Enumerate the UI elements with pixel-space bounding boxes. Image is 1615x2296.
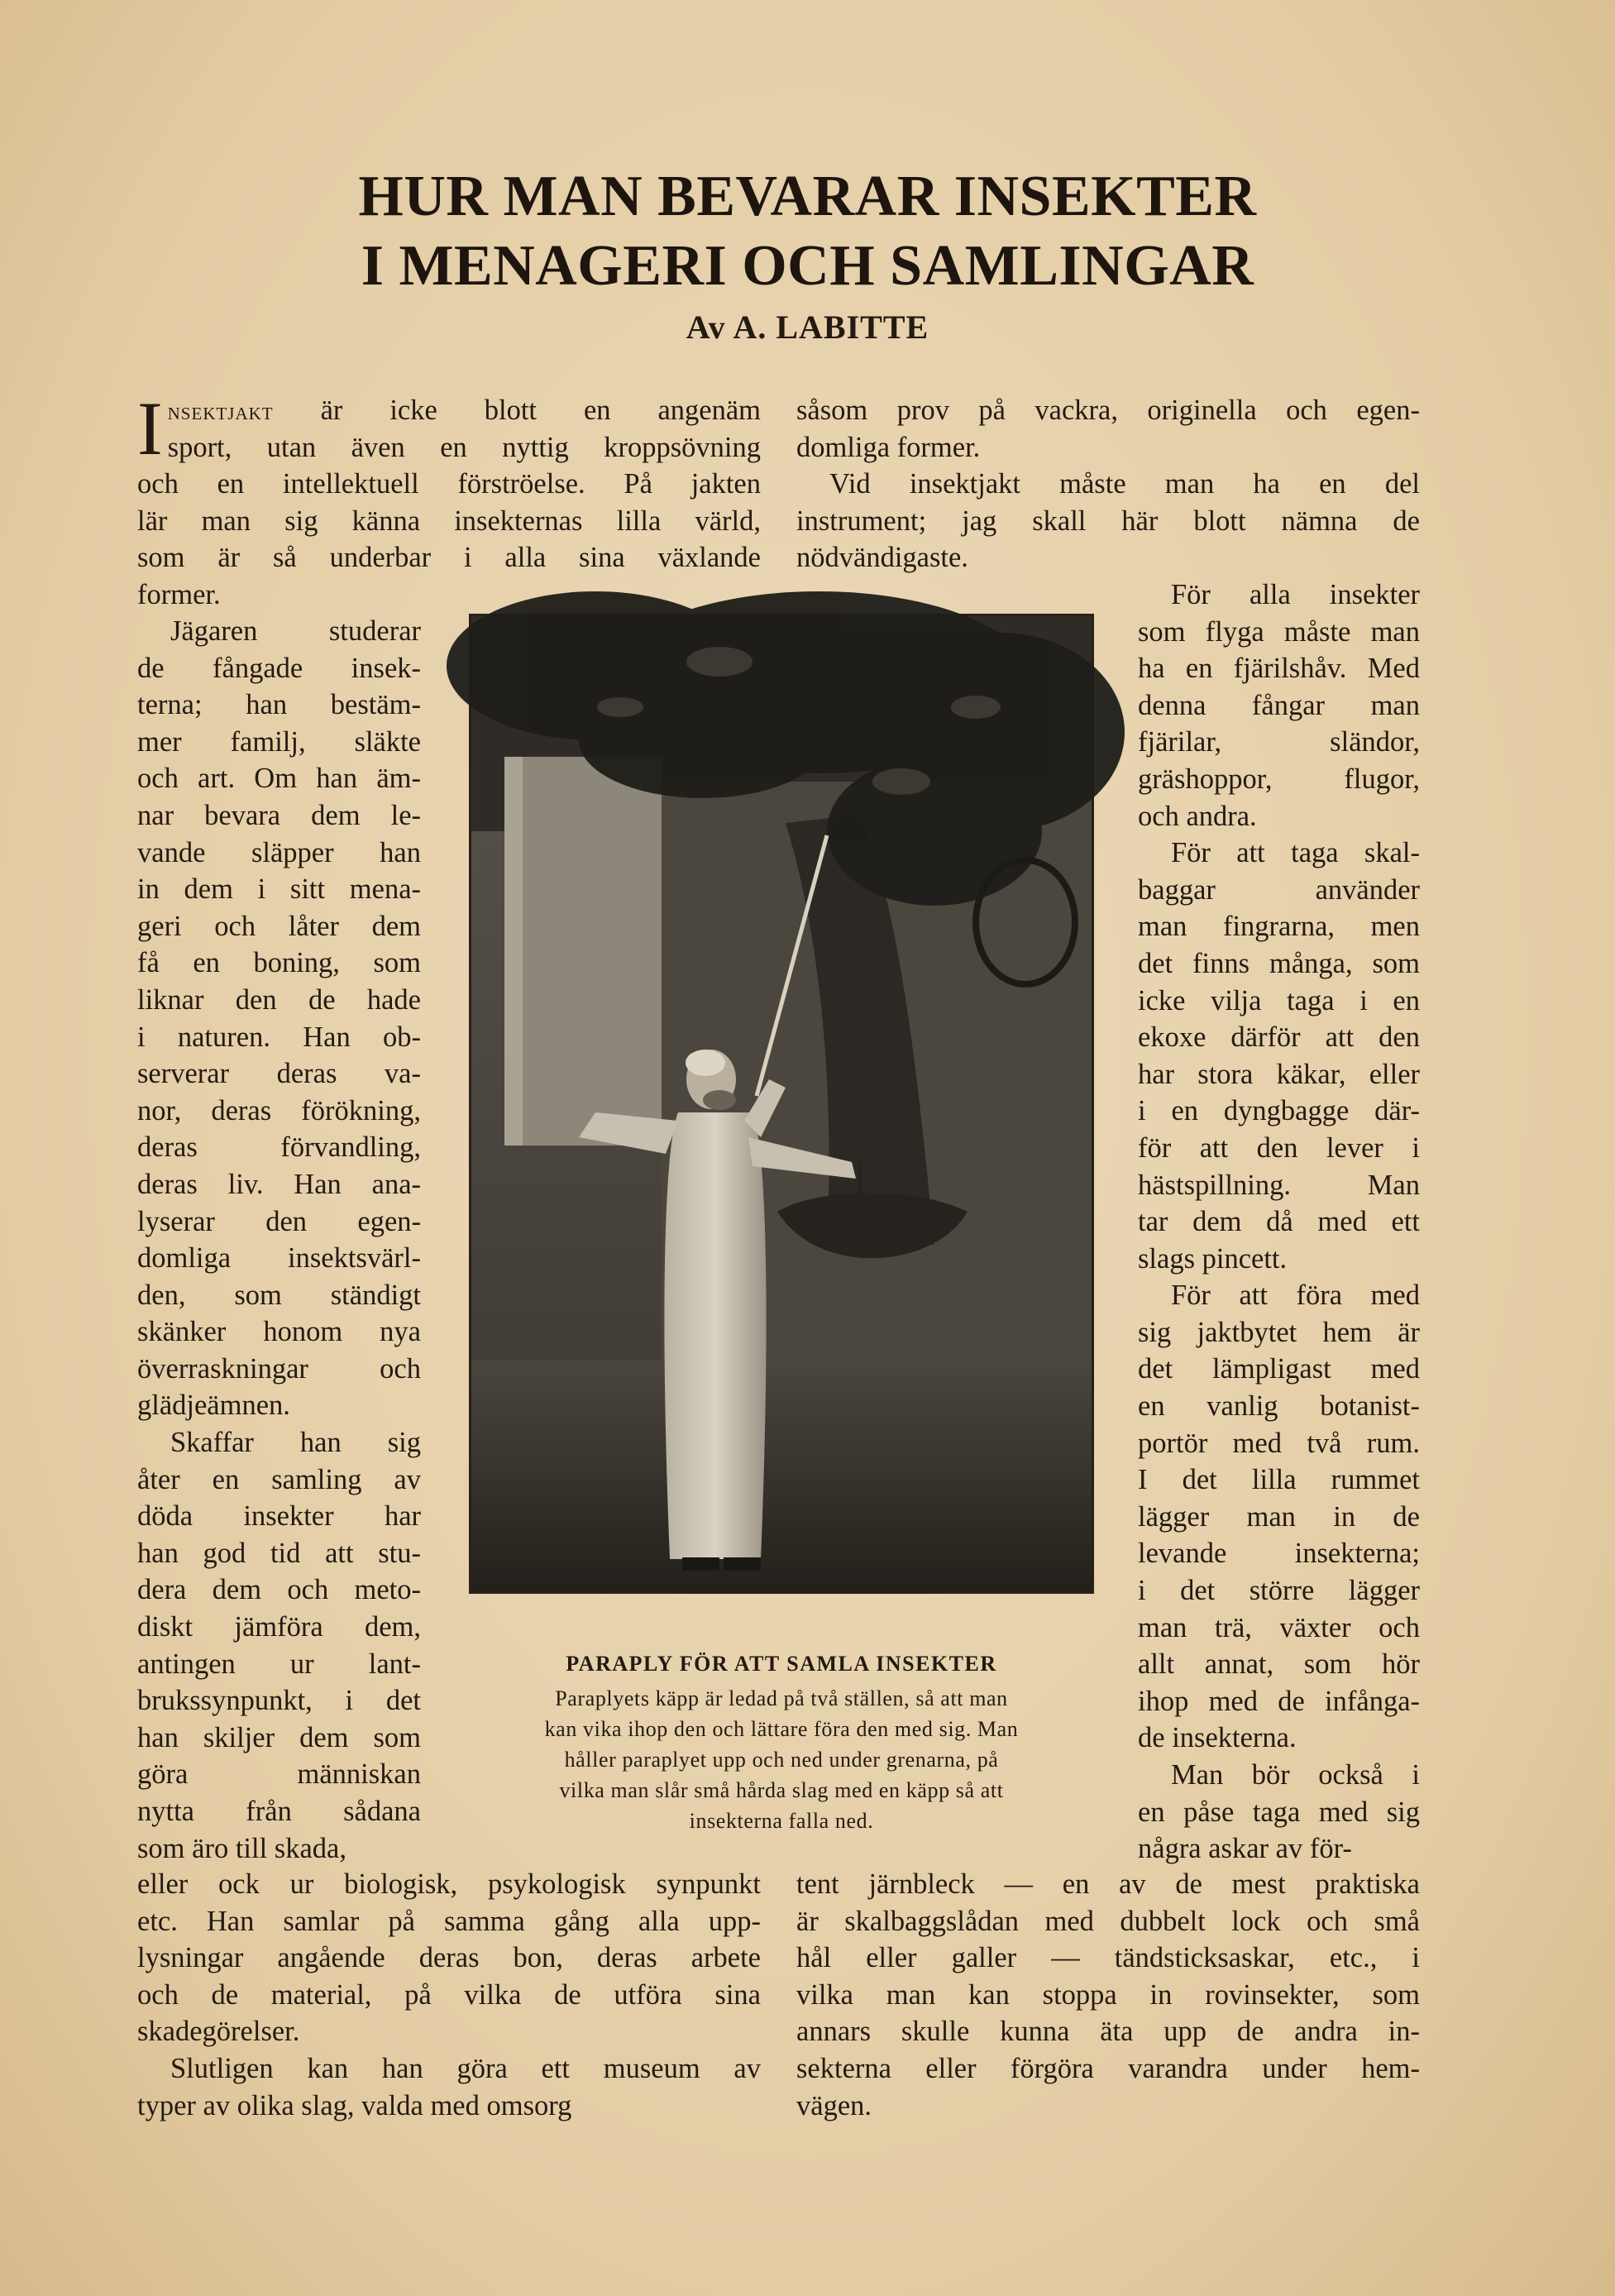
text-line: hål eller galler — tändsticksaskar, etc., i bbox=[796, 1942, 1420, 1974]
text-line: deras liv. Han ana- bbox=[137, 1168, 421, 1200]
column2-intro bbox=[796, 392, 1420, 576]
text-line: han god tid att stu- bbox=[137, 1537, 421, 1569]
title-line-2: I MENAGERI OCH SAMLINGAR bbox=[361, 234, 1254, 298]
text-line: nar bevara dem le- bbox=[137, 799, 421, 831]
text-line: och en intellektuell förströelse. På jakten bbox=[137, 468, 761, 500]
text-line: döda insekter har bbox=[137, 1500, 421, 1533]
text-line: allt annat, som hör bbox=[1138, 1648, 1420, 1681]
text-line: få en boning, som bbox=[137, 947, 421, 979]
text-line: som äro till skada, bbox=[137, 1832, 346, 1864]
text-line: i det större lägger bbox=[1138, 1575, 1420, 1607]
text-line: lysningar angående deras bon, deras arbete bbox=[137, 1942, 761, 1974]
text-line: den, som ständigt bbox=[137, 1279, 421, 1311]
text-line: vägen. bbox=[796, 2089, 872, 2121]
text-line: serverar deras va- bbox=[137, 1058, 421, 1090]
text-line: nytta från sådana bbox=[137, 1796, 421, 1827]
text-line: fjärilar, sländor, bbox=[1138, 726, 1420, 758]
text-line: de fångade insek- bbox=[137, 652, 421, 684]
text-line: tar dem då med ett bbox=[1138, 1206, 1420, 1238]
photo-illustration bbox=[471, 616, 1092, 1591]
text-line: portör med två rum. bbox=[1138, 1427, 1420, 1459]
text-line: instrument; jag skall här blott nämna de bbox=[796, 505, 1420, 537]
text-line: ha en fjärilshåv. Med bbox=[1138, 653, 1420, 685]
text-line: typer av olika slag, valda med omsorg bbox=[137, 2089, 572, 2121]
text-line: såsom prov på vackra, originella och egen- bbox=[796, 395, 1420, 426]
text-line: domliga former. bbox=[796, 431, 981, 463]
text-line: vande släpper han bbox=[137, 836, 421, 868]
text-line: lär man sig känna insekternas lilla värld, bbox=[137, 505, 761, 537]
article-title bbox=[0, 162, 1615, 301]
text-line: baggar använder bbox=[1138, 873, 1420, 906]
text-line: skänker honom nya bbox=[137, 1316, 421, 1348]
text-line: ekoxe därför att den bbox=[1138, 1021, 1420, 1054]
text-line: Slutligen kan han göra ett museum av bbox=[170, 2052, 761, 2084]
text-line: har stora käkar, eller bbox=[1138, 1058, 1420, 1090]
text-line: som flyga måste man bbox=[1138, 615, 1420, 648]
text-line: några askar av för- bbox=[1138, 1833, 1352, 1865]
text-line: Man bör också i bbox=[1171, 1759, 1420, 1791]
text-line: man trä, växter och bbox=[1138, 1611, 1420, 1643]
text-line: lägger man in de bbox=[1138, 1500, 1420, 1533]
text-line: för att den lever i bbox=[1138, 1131, 1420, 1164]
caption-line: kan vika ihop den och lättare föra den med sig. Man bbox=[544, 1717, 1019, 1741]
drop-cap: I bbox=[137, 386, 163, 471]
caption-body bbox=[463, 1683, 1100, 1836]
column1-narrow bbox=[137, 613, 421, 1867]
text-line: en påse taga med sig bbox=[1138, 1796, 1420, 1828]
text-line: ihop med de infånga- bbox=[1138, 1685, 1420, 1717]
caption-line: insekterna falla ned. bbox=[689, 1809, 874, 1833]
column2-bottom bbox=[796, 1866, 1420, 2124]
text-line: För alla insekter bbox=[1171, 579, 1420, 610]
text-line: Skaffar han sig bbox=[170, 1427, 421, 1459]
text-line: dera dem och meto- bbox=[137, 1574, 421, 1606]
text-line: sekterna eller förgöra varandra under hem- bbox=[796, 2052, 1420, 2084]
text-line: och de material, på vilka de utföra sina bbox=[137, 1978, 761, 2011]
text-line: en vanlig botanist- bbox=[1138, 1390, 1420, 1423]
byline: Av A. LABITTE bbox=[686, 309, 929, 346]
text-line: icke vilja taga i en bbox=[1138, 984, 1420, 1016]
text-line: är skalbaggslådan med dubbelt lock och små bbox=[796, 1905, 1420, 1937]
caption-line: håller paraplyet upp och ned under grenarna, på bbox=[564, 1748, 999, 1772]
column1-bottom bbox=[137, 1866, 761, 2124]
text-line: deras förvandling, bbox=[137, 1131, 421, 1164]
text-line: vilka man kan stoppa in rovinsekter, som bbox=[796, 1978, 1420, 2011]
text-line: antingen ur lant- bbox=[137, 1648, 421, 1680]
text-line: eller ock ur biologisk, psykologisk synpunkt bbox=[137, 1868, 761, 1900]
text-line: det finns många, som bbox=[1138, 947, 1420, 979]
first-word-smallcaps: nsektjakt bbox=[167, 398, 274, 425]
text-line: skadegörelser. bbox=[137, 2016, 300, 2048]
text-line: former. bbox=[137, 578, 221, 610]
text-line: och andra. bbox=[1138, 800, 1257, 832]
text-line: I det lilla rummet bbox=[1138, 1464, 1420, 1496]
text-line: sig jaktbytet hem är bbox=[1138, 1316, 1420, 1348]
text-line: tent järnbleck — en av de mest praktiska bbox=[796, 1868, 1420, 1900]
column2-narrow bbox=[1138, 576, 1420, 1868]
text-line: mer familj, släkte bbox=[137, 725, 421, 758]
caption-line: Paraplyets käpp är ledad på två ställen, så att man bbox=[555, 1686, 1008, 1710]
text-line: överraskningar och bbox=[137, 1352, 421, 1385]
photograph bbox=[469, 614, 1094, 1594]
text-line: i en dyngbagge där- bbox=[1138, 1095, 1420, 1127]
caption-line: vilka man slår små hårda slag med en käpp så att bbox=[559, 1778, 1004, 1802]
text-line: nor, deras förökning, bbox=[137, 1094, 421, 1126]
text-line: det lämpligast med bbox=[1138, 1353, 1420, 1385]
text-line: de insekterna. bbox=[1138, 1722, 1297, 1754]
text-line: denna fångar man bbox=[1138, 689, 1420, 721]
first-line-rest: är icke blott en angenäm bbox=[320, 395, 761, 426]
column1-intro bbox=[137, 386, 761, 614]
text-line: slags pincett. bbox=[1138, 1242, 1288, 1275]
text-line: man fingrarna, men bbox=[1138, 911, 1420, 943]
text-line: diskt jämföra dem, bbox=[137, 1611, 421, 1643]
title-line-1: HUR MAN BEVARAR INSEKTER bbox=[358, 165, 1257, 228]
text-line: etc. Han samlar på samma gång alla upp- bbox=[137, 1905, 761, 1937]
text-line: Vid insektjakt måste man ha en del bbox=[829, 468, 1420, 500]
text-line: terna; han bestäm- bbox=[137, 689, 421, 721]
text-line: sport, utan även en nyttig kroppsövning bbox=[167, 431, 761, 463]
text-line: brukssynpunkt, i det bbox=[137, 1685, 421, 1717]
text-line: geri och låter dem bbox=[137, 910, 421, 942]
text-line: För att föra med bbox=[1171, 1280, 1420, 1312]
text-line: och art. Om han äm- bbox=[137, 763, 421, 795]
text-line: i naturen. Han ob- bbox=[137, 1021, 421, 1053]
text-line: lyserar den egen- bbox=[137, 1205, 421, 1237]
text-line: göra människan bbox=[137, 1758, 421, 1791]
text-line: domliga insektsvärl- bbox=[137, 1242, 421, 1275]
text-line: liknar den de hade bbox=[137, 983, 421, 1016]
text-line: han skiljer dem som bbox=[137, 1721, 421, 1753]
text-line: Jägaren studerar bbox=[170, 615, 421, 647]
text-line: För att taga skal- bbox=[1171, 837, 1420, 869]
text-line: hästspillning. Man bbox=[1138, 1169, 1420, 1201]
text-line: glädjeämnen. bbox=[137, 1390, 290, 1422]
text-line: annars skulle kunna äta upp de andra in- bbox=[796, 2016, 1420, 2048]
text-line: åter en samling av bbox=[137, 1463, 421, 1495]
text-line: in dem i sitt mena- bbox=[137, 873, 421, 906]
text-line: som är så underbar i alla sina växlande bbox=[137, 542, 761, 574]
text-line: nödvändigaste. bbox=[796, 542, 968, 574]
caption-title: PARAPLY FÖR ATT SAMLA INSEKTER bbox=[566, 1652, 997, 1676]
text-line: gräshoppor, flugor, bbox=[1138, 763, 1420, 795]
text-line: levande insekterna; bbox=[1138, 1538, 1420, 1570]
